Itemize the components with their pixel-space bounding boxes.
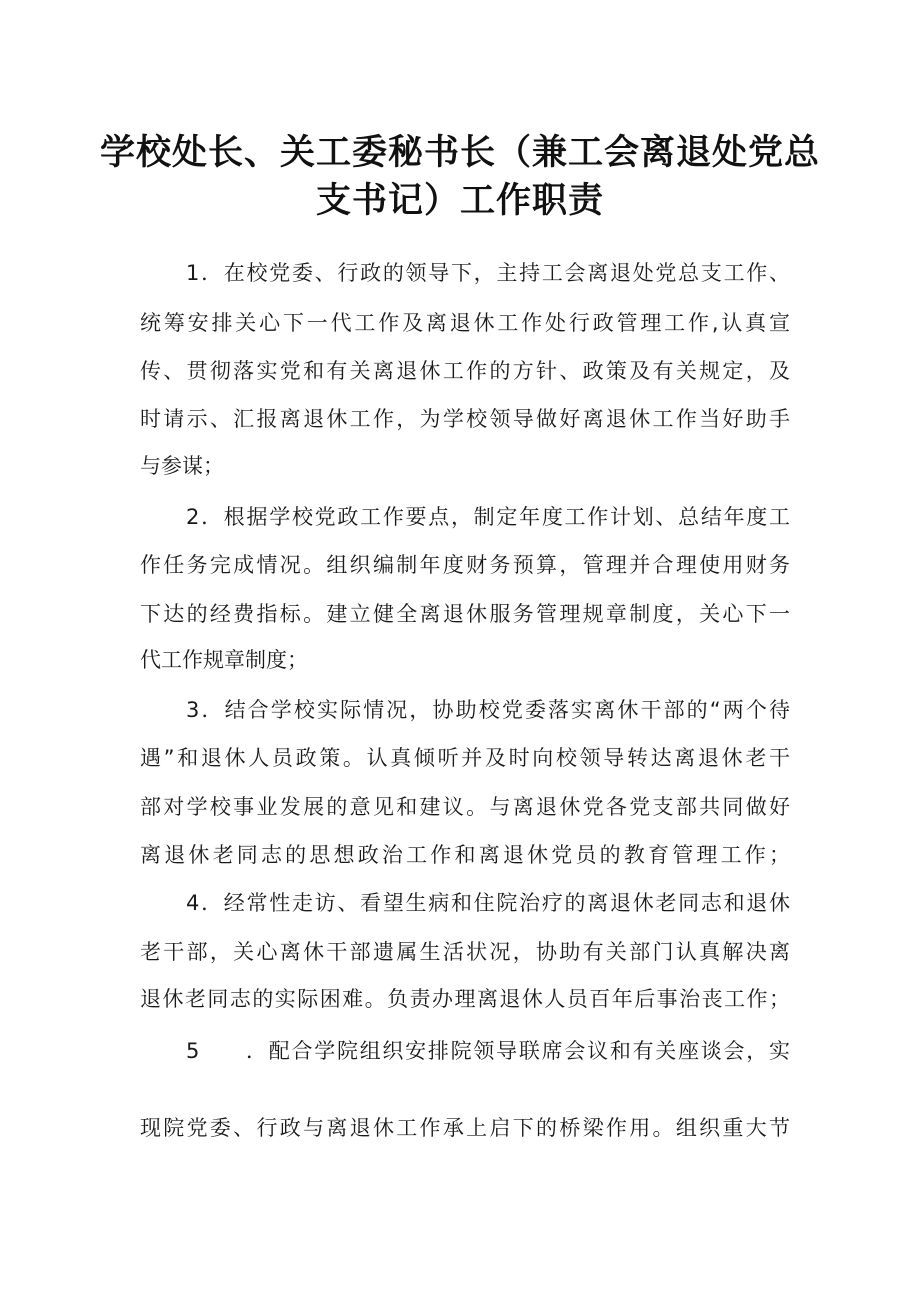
paragraph-2-line-3: 下达的经费指标。建立健全离退休服务管理规章制度，关心下一 [140, 602, 790, 626]
paragraph-1-line-5: 与参谋； [140, 454, 224, 478]
paragraph-4-line-2: 老干部，关心离休干部遗属生活状况，协助有关部门认真解决离 [140, 940, 790, 964]
paragraph-1-line-4: 时请示、汇报离退休工作，为学校领导做好离退休工作当好助手 [140, 407, 790, 431]
paragraph-1-line-1: 1．在校党委、行政的领导下，主持工会离退处党总支工作、 [186, 261, 790, 285]
paragraph-4-line-1: 4．经常性走访、看望生病和住院治疗的离退休老同志和退休 [186, 891, 790, 915]
paragraph-3-line-4: 离退休老同志的思想政治工作和离退休党员的教育管理工作； [140, 843, 790, 867]
paragraph-3-line-1: 3．结合学校实际情况，协助校党委落实离休干部的“两个待 [186, 698, 790, 722]
paragraph-1-line-3: 传、贯彻落实党和有关离退休工作的方针、政策及有关规定，及 [140, 359, 790, 383]
document-title-line-2: 支书记）工作职责 [315, 181, 604, 221]
paragraph-2-line-4: 代工作规章制度； [140, 648, 308, 672]
paragraph-4-line-3: 退休老同志的实际困难。负责办理离退休人员百年后事治丧工作； [140, 987, 790, 1011]
paragraph-2-line-1: 2．根据学校党政工作要点，制定年度工作计划、总结年度工 [186, 505, 790, 529]
paragraph-1-line-2: 统筹安排关心下一代工作及离退休工作处行政管理工作,认真宣 [140, 311, 790, 335]
paragraph-5-line-2: 现院党委、行政与离退休工作承上启下的桥梁作用。组织重大节 [140, 1116, 790, 1140]
paragraph-5-line-1: ．配合学院组织安排院领导联席会议和有关座谈会，实 [246, 1039, 790, 1063]
document-title-line-1: 学校处长、关工委秘书长（兼工会离退处党总 [100, 133, 821, 173]
paragraph-5-number: 5 [186, 1039, 200, 1063]
paragraph-3-line-2: 遇”和退休人员政策。认真倾听并及时向校领导转达离退休老干 [140, 746, 790, 770]
paragraph-3-line-3: 部对学校事业发展的意见和建议。与离退休党各党支部共同做好 [140, 795, 790, 819]
paragraph-2-line-2: 作任务完成情况。组织编制年度财务预算，管理并合理使用财务 [140, 553, 790, 577]
